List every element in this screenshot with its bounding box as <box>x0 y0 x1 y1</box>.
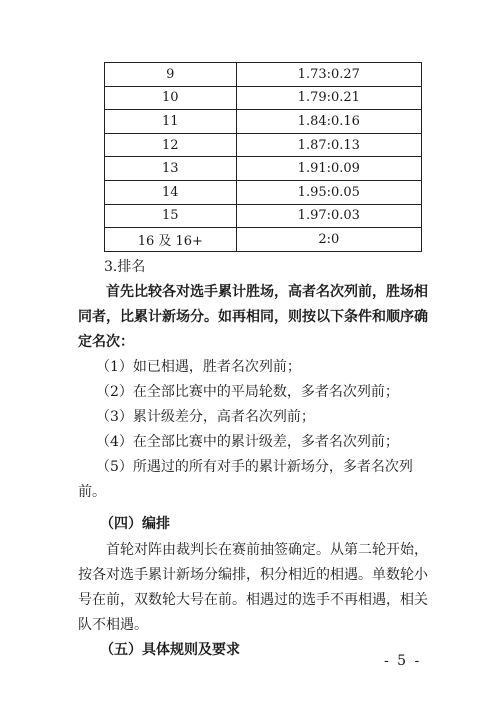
table-row <box>105 86 422 110</box>
ratio-cell: 1.73:0.27 <box>236 63 421 87</box>
round-cell: 13 <box>105 157 237 181</box>
round-cell: 12 <box>105 133 237 157</box>
round-cell: 14 <box>105 180 237 204</box>
table-row <box>105 157 422 181</box>
round-cell: 16 及 16+ <box>105 228 237 252</box>
pairing-paragraph-line-2: 按各对选手累计新场分编排，积分相近的相遇。单数轮小 <box>78 567 428 583</box>
pairing-paragraph-line-3: 号在前，双数轮大号在前。相遇过的选手不再相遇，相关 <box>78 592 428 608</box>
ratio-cell: 1.87:0.13 <box>236 133 421 157</box>
table-row <box>105 228 422 252</box>
page-number: - 5 - <box>384 653 422 669</box>
score-ratio-table <box>104 62 422 252</box>
ranking-rule-4: （4）在全部比赛中的累计级差，多者名次列前； <box>96 434 399 450</box>
round-cell: 10 <box>105 86 237 110</box>
ranking-intro-line-2: 同者，比累计新场分。如再相同，则按以下条件和顺序确 <box>78 309 428 325</box>
pairing-paragraph-line-4: 队不相遇。 <box>78 617 148 633</box>
ratio-cell: 1.84:0.16 <box>236 110 421 134</box>
ratio-cell: 1.91:0.09 <box>236 157 421 181</box>
ranking-rule-3: （3）累计级差分，高者名次列前； <box>96 409 315 425</box>
rules-heading: （五）具体规则及要求 <box>100 642 240 658</box>
ranking-rule-5: （5）所遇过的所有对手的累计新场分，多者名次列 <box>96 459 413 475</box>
table-row <box>105 110 422 134</box>
table-row <box>105 63 422 87</box>
ranking-rule-5-continued: 前。 <box>78 484 106 500</box>
round-cell: 9 <box>105 63 237 87</box>
pairing-heading: （四）编排 <box>100 516 170 532</box>
ratio-cell: 1.95:0.05 <box>236 180 421 204</box>
ranking-intro-line-3: 定名次： <box>78 334 134 350</box>
table-row <box>105 204 422 228</box>
ratio-cell: 1.79:0.21 <box>236 86 421 110</box>
ranking-rule-1: （1）如已相遇，胜者名次列前； <box>96 359 301 375</box>
round-cell: 15 <box>105 204 237 228</box>
ranking-rule-2: （2）在全部比赛中的平局轮数，多者名次列前； <box>96 384 399 400</box>
round-cell: 11 <box>105 110 237 134</box>
table-row <box>105 133 422 157</box>
ratio-cell: 2:0 <box>236 228 421 252</box>
ratio-cell: 1.97:0.03 <box>236 204 421 228</box>
table-row <box>105 180 422 204</box>
ranking-intro-line-1: 首先比较各对选手累计胜场，高者名次列前，胜场相 <box>106 284 428 300</box>
ranking-heading: 3.排名 <box>104 259 146 275</box>
pairing-paragraph-line-1: 首轮对阵由裁判长在赛前抽签确定。从第二轮开始， <box>106 542 428 558</box>
